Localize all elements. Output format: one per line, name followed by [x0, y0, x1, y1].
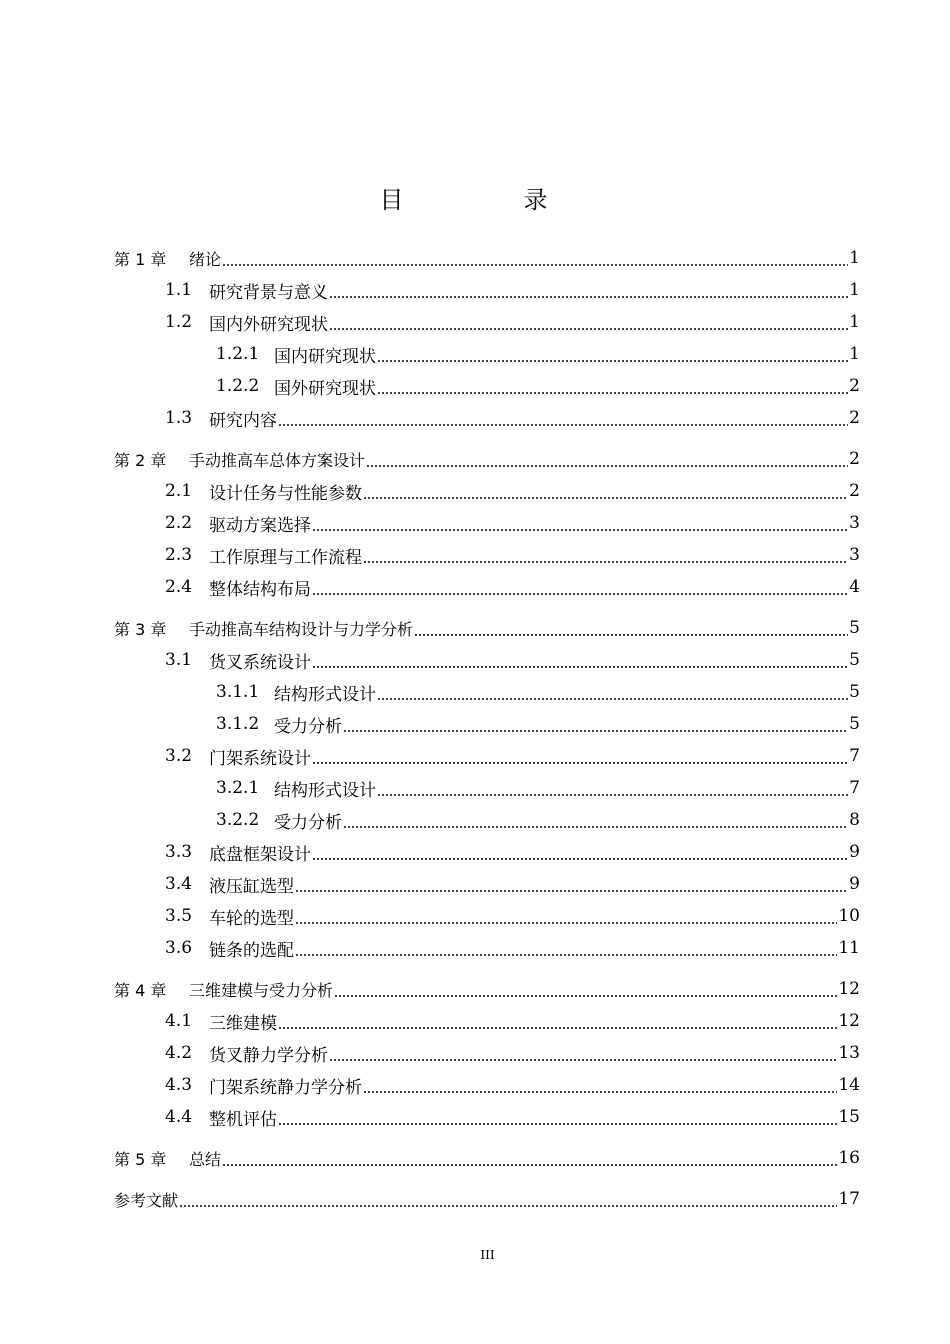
toc-entry-number: 4.1: [165, 1011, 193, 1031]
page-title: 目 录: [379, 186, 596, 214]
toc-dot-leader: [377, 698, 848, 700]
toc-subsection-entry[interactable]: [114, 708, 860, 740]
toc-entry-title: 车轮的选型: [209, 908, 294, 929]
toc-section-entry[interactable]: [114, 475, 860, 507]
toc-section-entry[interactable]: [114, 402, 860, 434]
toc-dot-leader: [312, 762, 848, 764]
toc-dot-leader: [295, 922, 837, 924]
toc-dot-leader: [329, 328, 848, 330]
toc-page-number: 1: [849, 248, 860, 268]
toc-dot-leader: [377, 794, 848, 796]
toc-entry-title: 底盘框架设计: [209, 844, 311, 865]
toc-entry-number: 第 3 章: [114, 619, 167, 639]
toc-entry-title: 国外研究现状: [274, 378, 376, 399]
toc-dot-leader: [329, 296, 848, 298]
toc-dot-leader: [278, 1027, 837, 1029]
toc-entry-title: 整体结构布局: [209, 579, 311, 600]
toc-page-number: 2: [849, 449, 860, 469]
toc-dot-leader: [363, 561, 848, 563]
toc-dot-leader: [334, 995, 837, 997]
toc-dot-leader: [363, 1091, 837, 1093]
toc-entry-title: 手动推高车结构设计与力学分析: [189, 619, 414, 639]
toc-dot-leader: [295, 954, 837, 956]
toc-page-number: 4: [849, 577, 860, 597]
toc-page-number: 8: [849, 810, 860, 830]
toc-page-number: 9: [849, 874, 860, 894]
toc-section-entry[interactable]: [114, 571, 860, 603]
toc-entry-title: 研究背景与意义: [209, 282, 328, 303]
toc-page-number: 7: [849, 746, 860, 766]
toc-chapter-entry[interactable]: [114, 1183, 860, 1215]
toc-subsection-entry[interactable]: [114, 772, 860, 804]
toc-entry-number: 第 5 章: [114, 1149, 167, 1169]
toc-entry-number: 第 1 章: [114, 249, 167, 269]
toc-entry-number: 2.1: [165, 481, 193, 501]
toc-page-number: 10: [838, 906, 860, 926]
toc-section-entry[interactable]: [114, 274, 860, 306]
toc-section-entry[interactable]: [114, 932, 860, 964]
toc-dot-leader: [222, 264, 848, 266]
toc-entry-title: 工作原理与工作流程: [209, 547, 362, 568]
toc-page-number: 1: [849, 312, 860, 332]
toc-entry-title: 设计任务与性能参数: [209, 483, 362, 504]
toc-dot-leader: [377, 360, 848, 362]
toc-dot-leader: [343, 826, 848, 828]
toc-entry-title: 参考文献: [114, 1190, 179, 1210]
toc-page-number: 15: [838, 1107, 860, 1127]
toc-dot-leader: [363, 497, 848, 499]
toc-page-number: 12: [838, 979, 860, 999]
page-footer-number: III: [480, 1248, 495, 1262]
toc-section-entry[interactable]: [114, 900, 860, 932]
toc-entry-number: 3.2: [165, 746, 193, 766]
toc-section-entry[interactable]: [114, 507, 860, 539]
toc-section-entry[interactable]: [114, 644, 860, 676]
toc-entry-title: 受力分析: [274, 716, 342, 737]
toc-page-number: 1: [849, 280, 860, 300]
toc-entry-title: 三维建模: [209, 1013, 277, 1034]
toc-page-number: 9: [849, 842, 860, 862]
toc-dot-leader: [278, 1123, 837, 1125]
toc-entry-title: 整机评估: [209, 1109, 277, 1130]
toc-page-number: 5: [849, 714, 860, 734]
toc-entry-title: 三维建模与受力分析: [189, 980, 334, 1000]
toc-section-entry[interactable]: [114, 1037, 860, 1069]
toc-entry-number: 3.5: [165, 906, 193, 926]
toc-section-entry[interactable]: [114, 740, 860, 772]
toc-entry-number: 4.3: [165, 1075, 193, 1095]
toc-chapter-entry[interactable]: [114, 973, 860, 1005]
toc-entry-number: 3.1: [165, 650, 193, 670]
toc-entry-number: 4.2: [165, 1043, 193, 1063]
toc-section-entry[interactable]: [114, 868, 860, 900]
toc-page-number: 17: [838, 1189, 860, 1209]
toc-subsection-entry[interactable]: [114, 676, 860, 708]
toc-entry-number: 4.4: [165, 1107, 193, 1127]
toc-entry-number: 3.1.1: [216, 682, 260, 702]
toc-entry-title: 国内研究现状: [274, 346, 376, 367]
toc-entry-title: 货叉静力学分析: [209, 1045, 328, 1066]
toc-entry-number: 第 4 章: [114, 980, 167, 1000]
toc-dot-leader: [312, 858, 848, 860]
toc-entry-title: 国内外研究现状: [209, 314, 328, 335]
toc-page-number: 5: [849, 650, 860, 670]
toc-chapter-entry[interactable]: [114, 612, 860, 644]
toc-entry-number: 1.2.2: [216, 376, 260, 396]
toc-entry-title: 手动推高车总体方案设计: [189, 450, 366, 470]
toc-page-number: 2: [849, 376, 860, 396]
toc-entry-title: 门架系统设计: [209, 748, 311, 769]
toc-entry-title: 驱动方案选择: [209, 515, 311, 536]
toc-subsection-entry[interactable]: [114, 370, 860, 402]
toc-entry-title: 液压缸选型: [209, 876, 294, 897]
toc-section-entry[interactable]: [114, 539, 860, 571]
toc-dot-leader: [312, 666, 848, 668]
toc-entry-number: 2.3: [165, 545, 193, 565]
toc-dot-leader: [414, 634, 848, 636]
toc-page-number: 5: [849, 618, 860, 638]
toc-chapter-entry[interactable]: [114, 443, 860, 475]
toc-entry-number: 3.6: [165, 938, 193, 958]
toc-entry-title: 结构形式设计: [274, 684, 376, 705]
toc-dot-leader: [312, 529, 848, 531]
toc-subsection-entry[interactable]: [114, 338, 860, 370]
toc-page-number: 1: [849, 344, 860, 364]
toc-entry-number: 2.4: [165, 577, 193, 597]
toc-page-number: 11: [838, 938, 860, 958]
toc-entry-title: 货叉系统设计: [209, 652, 311, 673]
toc-entry-number: 1.2.1: [216, 344, 260, 364]
toc-section-entry[interactable]: [114, 306, 860, 338]
toc-page-number: 3: [849, 513, 860, 533]
toc-page-number: 12: [838, 1011, 860, 1031]
toc-chapter-entry[interactable]: [114, 242, 860, 274]
toc-dot-leader: [343, 730, 848, 732]
toc-entry-title: 门架系统静力学分析: [209, 1077, 362, 1098]
toc-entry-title: 链条的选配: [209, 940, 294, 961]
toc-page-number: 16: [838, 1148, 860, 1168]
toc-entry-number: 3.2.1: [216, 778, 260, 798]
toc-entry-number: 3.3: [165, 842, 193, 862]
toc-section-entry[interactable]: [114, 1005, 860, 1037]
toc-page-number: 13: [838, 1043, 860, 1063]
toc-dot-leader: [366, 465, 848, 467]
toc-entry-number: 第 2 章: [114, 450, 167, 470]
toc-entry-title: 研究内容: [209, 410, 277, 431]
toc-section-entry[interactable]: [114, 1101, 860, 1133]
toc-entry-title: 总结: [189, 1149, 222, 1169]
toc-entry-number: 2.2: [165, 513, 193, 533]
toc-entry-number: 3.1.2: [216, 714, 260, 734]
toc-page-number: 14: [838, 1075, 860, 1095]
toc-chapter-entry[interactable]: [114, 1142, 860, 1174]
toc-dot-leader: [329, 1059, 837, 1061]
toc-dot-leader: [278, 424, 848, 426]
toc-dot-leader: [312, 593, 848, 595]
toc-subsection-entry[interactable]: [114, 804, 860, 836]
toc-section-entry[interactable]: [114, 1069, 860, 1101]
toc-dot-leader: [222, 1164, 837, 1166]
toc-dot-leader: [377, 392, 848, 394]
toc-dot-leader: [179, 1205, 837, 1207]
toc-entry-title: 受力分析: [274, 812, 342, 833]
toc-entry-number: 1.2: [165, 312, 193, 332]
toc-entry-number: 1.3: [165, 408, 193, 428]
toc-entry-number: 1.1: [165, 280, 193, 300]
toc-page-number: 3: [849, 545, 860, 565]
toc-section-entry[interactable]: [114, 836, 860, 868]
toc-page-number: 2: [849, 408, 860, 428]
toc-entry-title: 结构形式设计: [274, 780, 376, 801]
toc-entry-number: 3.2.2: [216, 810, 260, 830]
toc-page-number: 5: [849, 682, 860, 702]
toc-page-number: 7: [849, 778, 860, 798]
toc-entry-number: 3.4: [165, 874, 193, 894]
toc-entry-title: 绪论: [189, 249, 222, 269]
toc-page-number: 2: [849, 481, 860, 501]
toc-dot-leader: [295, 890, 848, 892]
